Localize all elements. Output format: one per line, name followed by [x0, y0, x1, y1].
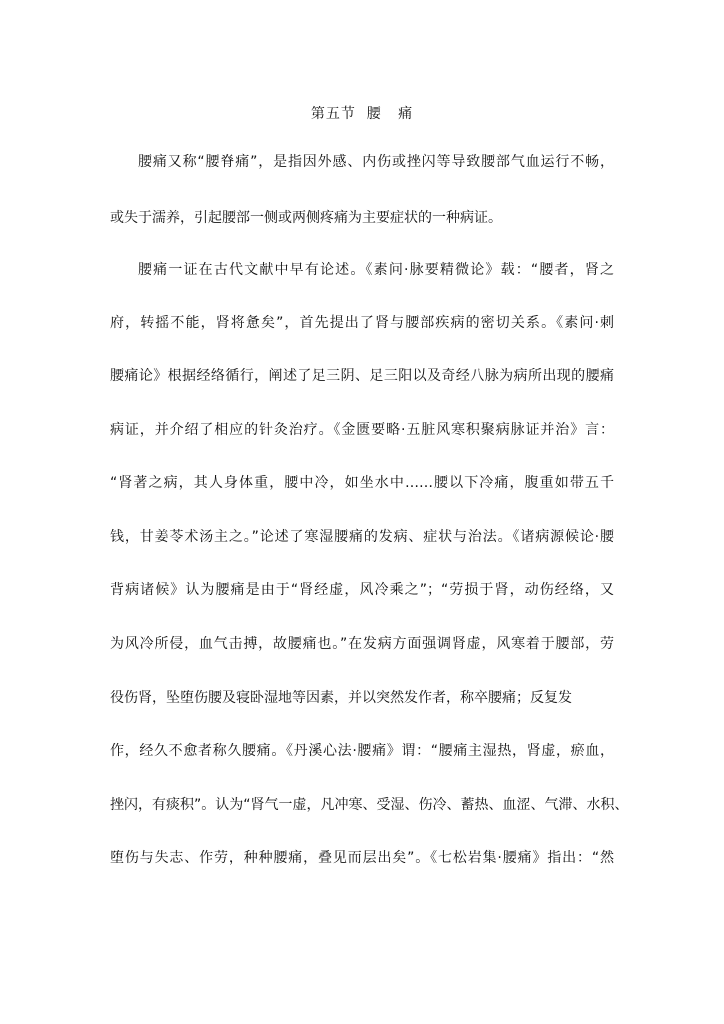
section-title: 第五节 腰 痛 — [310, 106, 414, 122]
paragraph-line-11: 役伤肾，坠堕伤腰及寝卧湿地等因素，并以突然发作者，称卒腰痛；反复发 — [110, 690, 572, 706]
paragraph-line-10: 为风冷所侵，血气击搏，故腰痛也。”在发病方面强调肾虚，风寒着于腰部，劳 — [110, 636, 614, 652]
paragraph-line-13: 挫闪，有痰积”。认为“肾气一虚，凡冲寒、受湿、伤冷、蓄热、血涩、气滞、水积、 — [110, 797, 629, 813]
paragraph-line-12: 作，经久不愈者称久腰痛。《丹溪心法·腰痛》谓：“腰痛主湿热，肾虚，瘀血， — [110, 743, 614, 759]
paragraph-line-8: 钱，甘姜苓术汤主之。”论述了寒湿腰痛的发病、症状与治法。《诸病源候论·腰 — [110, 529, 614, 545]
paragraph-line-6: 病证，并介绍了相应的针灸治疗。《金匮要略·五脏风寒积聚病脉证并治》言： — [110, 422, 614, 438]
paragraph-line-5: 腰痛论》根据经络循行，阐述了足三阴、足三阳以及奇经八脉为病所出现的腰痛 — [110, 368, 614, 384]
paragraph-line-1: 腰痛又称“腰脊痛”，是指因外感、内伤或挫闪等导致腰部气血运行不畅， — [138, 154, 614, 170]
paragraph-line-9: 背病诸候》认为腰痛是由于“肾经虚，风冷乘之”；“劳损于肾，动伤经络，又 — [110, 582, 614, 598]
paragraph-line-14: 堕伤与失志、作劳，种种腰痛，叠见而层出矣”。《七松岩集·腰痛》指出：“然 — [110, 850, 614, 866]
paragraph-line-7: “肾著之病，其人身体重，腰中冷，如坐水中……腰以下冷痛，腹重如带五千 — [110, 475, 614, 491]
paragraph-line-4: 府，转摇不能，肾将惫矣”，首先提出了肾与腰部疾病的密切关系。《素问·刺 — [110, 315, 614, 331]
paragraph-line-2: 或失于濡养，引起腰部一侧或两侧疼痛为主要症状的一种病证。 — [110, 210, 502, 226]
paragraph-line-3: 腰痛一证在古代文献中早有论述。《素问·脉要精微论》载：“腰者，肾之 — [138, 262, 614, 278]
